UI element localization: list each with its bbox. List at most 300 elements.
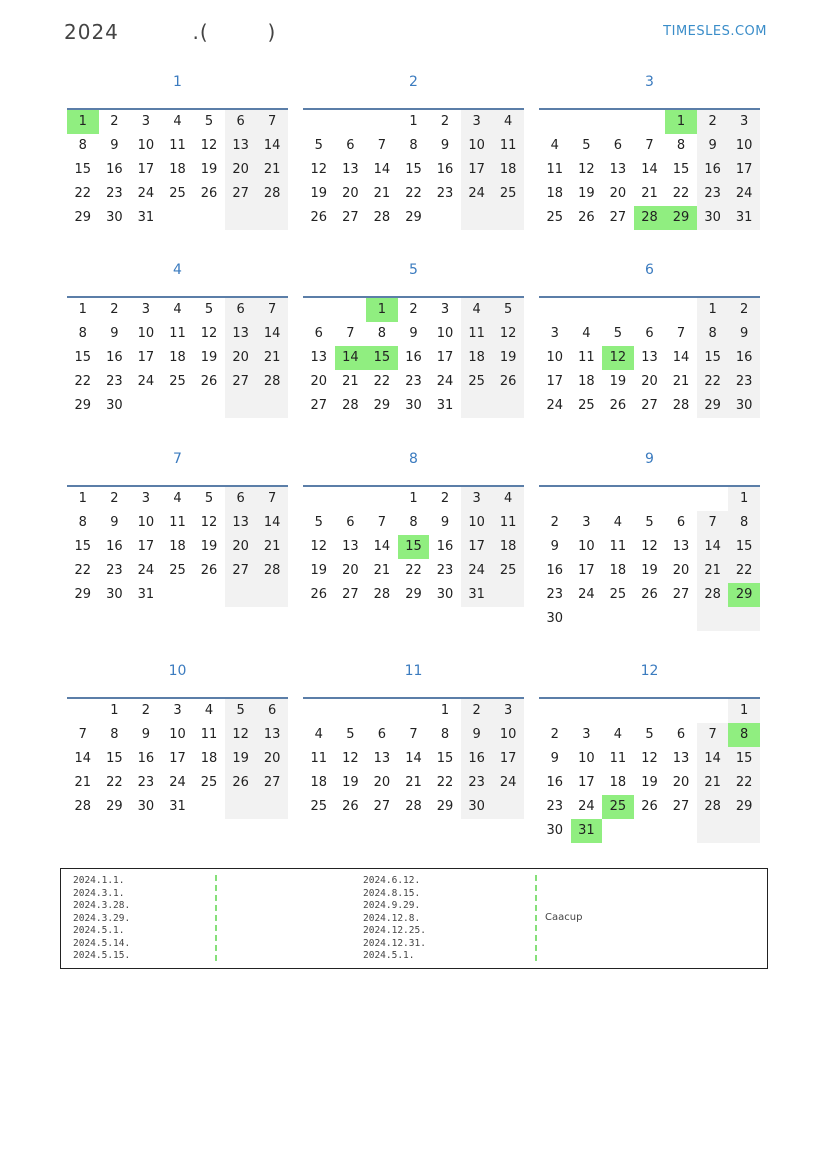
- empty-cell: [665, 819, 697, 843]
- month-grid: [539, 697, 760, 843]
- legend-date: 2024.3.1.: [73, 887, 125, 899]
- day-cell: 23: [546, 799, 564, 814]
- week-row: [303, 158, 524, 182]
- day-cell: 8: [409, 515, 418, 530]
- day-cell: 14: [256, 134, 288, 158]
- day-cell: 16: [106, 162, 123, 177]
- day-cell: 22: [74, 563, 92, 578]
- legend-date: 2024.12.31.: [363, 937, 426, 949]
- day-cell: 28: [373, 587, 391, 602]
- day-cell: 28: [405, 799, 422, 814]
- day-cell: 12: [578, 162, 595, 177]
- day-cell: 10: [137, 515, 155, 530]
- day-cell: 26: [492, 370, 524, 394]
- empty-cell: [193, 795, 225, 819]
- empty-cell: [193, 394, 225, 418]
- week-row: [303, 110, 524, 134]
- day-cell: 25: [169, 374, 186, 389]
- day-cell: 30: [405, 398, 422, 413]
- legend-left-dates: [73, 875, 130, 963]
- day-cell: 5: [204, 491, 214, 506]
- empty-cell: [303, 487, 335, 511]
- day-cell: 20: [225, 535, 257, 559]
- empty-cell: [162, 206, 194, 230]
- legend-date: 2024.3.29.: [73, 912, 131, 924]
- day-cell: 19: [200, 162, 218, 177]
- day-cell: 9: [461, 723, 493, 747]
- day-cell: 2: [110, 114, 119, 129]
- site-brand-link[interactable]: TIMESLES.COM: [663, 24, 767, 39]
- day-cell: 27: [609, 210, 627, 225]
- day-cell: 25: [169, 563, 186, 578]
- empty-cell: [634, 110, 666, 134]
- day-cell: 1: [728, 487, 760, 511]
- day-cell: 6: [314, 326, 323, 341]
- week-row: [303, 747, 524, 771]
- day-cell: 20: [672, 775, 690, 790]
- empty-cell: [665, 607, 697, 631]
- day-cell: 11: [169, 515, 186, 530]
- day-cell: 3: [173, 703, 182, 718]
- day-cell: 8: [728, 511, 760, 535]
- day-cell: 15: [74, 162, 92, 177]
- week-row: [539, 607, 760, 631]
- day-cell: 12: [310, 539, 328, 554]
- day-cell: 11: [200, 727, 218, 742]
- day-cell: 25: [578, 398, 595, 413]
- day-cell: 14: [405, 751, 422, 766]
- empty-cell: [634, 298, 666, 322]
- day-cell: 28: [697, 795, 729, 819]
- day-cell: 13: [225, 134, 257, 158]
- day-cell: 23: [546, 587, 564, 602]
- day-cell: 20: [225, 158, 257, 182]
- holiday-day-cell: 29: [728, 583, 760, 607]
- day-cell: 21: [405, 775, 422, 790]
- empty-cell: [335, 110, 367, 134]
- legend-right-dates: [363, 875, 426, 963]
- day-cell: 3: [550, 326, 559, 341]
- day-cell: 24: [546, 398, 564, 413]
- day-cell: 4: [204, 703, 214, 718]
- day-cell: 18: [578, 374, 595, 389]
- day-cell: 6: [225, 110, 257, 134]
- day-cell: 18: [200, 751, 218, 766]
- day-cell: 7: [256, 298, 288, 322]
- holiday-legend: [60, 868, 768, 969]
- holiday-day-cell: 25: [602, 795, 634, 819]
- day-cell: 2: [461, 699, 493, 723]
- empty-cell: [602, 699, 634, 723]
- day-cell: 14: [256, 322, 288, 346]
- day-cell: 11: [492, 511, 524, 535]
- day-cell: 19: [310, 186, 328, 201]
- week-row: [539, 699, 760, 723]
- week-row: [539, 206, 760, 230]
- day-cell: 23: [405, 374, 422, 389]
- empty-cell: [225, 795, 257, 819]
- legend-right-divider: [535, 875, 538, 961]
- day-cell: 31: [169, 799, 186, 814]
- empty-cell: [571, 110, 603, 134]
- day-cell: 21: [373, 563, 391, 578]
- day-cell: 4: [582, 326, 591, 341]
- empty-cell: [492, 206, 524, 230]
- empty-cell: [539, 298, 571, 322]
- day-cell: 9: [141, 727, 151, 742]
- day-cell: 18: [461, 346, 493, 370]
- holiday-day-cell: 15: [366, 346, 398, 370]
- day-cell: 21: [697, 559, 729, 583]
- day-cell: 7: [409, 727, 418, 742]
- empty-cell: [634, 819, 666, 843]
- day-cell: 29: [436, 799, 454, 814]
- empty-cell: [665, 487, 697, 511]
- empty-cell: [602, 607, 634, 631]
- day-cell: 30: [728, 394, 760, 418]
- legend-date: 2024.5.1.: [363, 950, 415, 961]
- day-cell: 24: [137, 374, 155, 389]
- day-cell: 21: [697, 771, 729, 795]
- day-cell: 24: [461, 559, 493, 583]
- day-cell: 16: [461, 747, 493, 771]
- day-cell: 27: [672, 587, 690, 602]
- day-cell: 30: [106, 587, 123, 602]
- empty-cell: [634, 487, 666, 511]
- week-row: [67, 747, 288, 771]
- week-row: [67, 771, 288, 795]
- empty-cell: [366, 487, 398, 511]
- week-row: [303, 487, 524, 511]
- legend-date: 2024.5.1.: [73, 925, 125, 936]
- day-cell: 25: [461, 370, 493, 394]
- day-cell: 2: [550, 727, 559, 742]
- day-cell: 26: [310, 587, 328, 602]
- day-cell: 30: [546, 823, 564, 838]
- week-row: [539, 158, 760, 182]
- day-cell: 7: [697, 511, 729, 535]
- week-row: [67, 511, 288, 535]
- day-cell: 24: [436, 374, 454, 389]
- day-cell: 12: [492, 322, 524, 346]
- week-row: [539, 346, 760, 370]
- empty-cell: [697, 699, 729, 723]
- week-row: [539, 747, 760, 771]
- day-cell: 9: [550, 539, 559, 554]
- month-title: 3: [645, 74, 654, 90]
- day-cell: 13: [225, 511, 257, 535]
- day-cell: 16: [546, 563, 564, 578]
- day-cell: 3: [461, 487, 493, 511]
- day-cell: 2: [440, 491, 450, 506]
- month-grid: [539, 485, 760, 631]
- day-cell: 10: [578, 751, 595, 766]
- day-cell: 10: [461, 511, 493, 535]
- day-cell: 9: [110, 138, 119, 153]
- empty-cell: [256, 206, 288, 230]
- day-cell: 24: [461, 182, 493, 206]
- week-row: [67, 134, 288, 158]
- legend-date: 2024.5.14.: [73, 937, 131, 949]
- empty-cell: [225, 394, 257, 418]
- day-cell: 1: [409, 114, 418, 129]
- day-cell: 17: [492, 747, 524, 771]
- month-title: 8: [409, 451, 418, 467]
- day-cell: 3: [728, 110, 760, 134]
- day-cell: 13: [672, 751, 690, 766]
- day-cell: 10: [578, 539, 595, 554]
- day-cell: 13: [342, 162, 359, 177]
- day-cell: 9: [110, 515, 119, 530]
- day-cell: 19: [578, 186, 595, 201]
- day-cell: 27: [373, 799, 391, 814]
- week-row: [539, 795, 760, 819]
- day-cell: 10: [137, 138, 155, 153]
- day-cell: 5: [314, 515, 323, 530]
- day-cell: 24: [728, 182, 760, 206]
- empty-cell: [602, 487, 634, 511]
- day-cell: 24: [492, 771, 524, 795]
- day-cell: 17: [137, 162, 155, 177]
- day-cell: 19: [342, 775, 359, 790]
- day-cell: 1: [440, 703, 450, 718]
- day-cell: 1: [78, 491, 87, 506]
- day-cell: 30: [546, 611, 564, 626]
- day-cell: 17: [461, 535, 493, 559]
- empty-cell: [225, 206, 257, 230]
- day-cell: 23: [137, 775, 155, 790]
- legend-date: 2024.1.1.: [73, 875, 125, 886]
- day-cell: 16: [106, 350, 123, 365]
- day-cell: 8: [78, 326, 87, 341]
- day-cell: 11: [609, 539, 627, 554]
- empty-cell: [303, 110, 335, 134]
- empty-cell: [256, 583, 288, 607]
- empty-cell: [162, 394, 194, 418]
- day-cell: 26: [225, 771, 257, 795]
- day-cell: 7: [346, 326, 355, 341]
- week-row: [67, 535, 288, 559]
- week-row: [303, 206, 524, 230]
- week-row: [303, 771, 524, 795]
- day-cell: 27: [225, 559, 257, 583]
- day-cell: 19: [492, 346, 524, 370]
- legend-date: 2024.5.15.: [73, 950, 131, 961]
- day-cell: 1: [697, 298, 729, 322]
- day-cell: 26: [200, 374, 218, 389]
- day-cell: 22: [728, 771, 760, 795]
- empty-cell: [193, 206, 225, 230]
- day-cell: 16: [405, 350, 422, 365]
- day-cell: 16: [697, 158, 729, 182]
- day-cell: 13: [310, 350, 328, 365]
- day-cell: 8: [110, 727, 119, 742]
- day-cell: 1: [728, 699, 760, 723]
- empty-cell: [429, 206, 461, 230]
- day-cell: 27: [225, 182, 257, 206]
- day-cell: 24: [169, 775, 186, 790]
- holiday-day-cell: 1: [366, 298, 398, 322]
- day-cell: 17: [169, 751, 186, 766]
- month-grid: [539, 108, 760, 230]
- day-cell: 20: [609, 186, 627, 201]
- day-cell: 22: [697, 370, 729, 394]
- week-row: [303, 559, 524, 583]
- day-cell: 12: [200, 138, 218, 153]
- week-row: [67, 723, 288, 747]
- empty-cell: [634, 699, 666, 723]
- day-cell: 8: [78, 515, 87, 530]
- day-cell: 29: [728, 795, 760, 819]
- day-cell: 6: [645, 326, 654, 341]
- day-cell: 20: [342, 186, 359, 201]
- day-cell: 27: [342, 210, 359, 225]
- week-row: [67, 394, 288, 418]
- legend-date: 2024.6.12.: [363, 875, 421, 886]
- day-cell: 3: [492, 699, 524, 723]
- day-cell: 22: [728, 559, 760, 583]
- empty-cell: [366, 110, 398, 134]
- legend-date: 2024.3.28.: [73, 900, 131, 911]
- day-cell: 17: [461, 158, 493, 182]
- day-cell: 13: [641, 350, 658, 365]
- day-cell: 25: [546, 210, 564, 225]
- day-cell: 4: [613, 727, 623, 742]
- week-row: [539, 370, 760, 394]
- day-cell: 20: [310, 374, 328, 389]
- day-cell: 28: [373, 210, 391, 225]
- month-grid: [303, 697, 524, 819]
- holiday-day-cell: 28: [634, 206, 666, 230]
- week-row: [67, 346, 288, 370]
- week-row: [303, 346, 524, 370]
- legend-date: 2024.12.8.: [363, 912, 421, 924]
- day-cell: 29: [405, 210, 422, 225]
- empty-cell: [162, 583, 194, 607]
- day-cell: 3: [582, 515, 591, 530]
- day-cell: 19: [200, 539, 218, 554]
- week-row: [539, 298, 760, 322]
- week-row: [67, 487, 288, 511]
- day-cell: 23: [697, 182, 729, 206]
- day-cell: 14: [373, 539, 391, 554]
- day-cell: 16: [106, 539, 123, 554]
- week-row: [539, 322, 760, 346]
- week-row: [67, 583, 288, 607]
- empty-cell: [665, 298, 697, 322]
- day-cell: 3: [582, 727, 591, 742]
- empty-cell: [461, 394, 493, 418]
- day-cell: 21: [256, 158, 288, 182]
- day-cell: 1: [110, 703, 119, 718]
- week-row: [303, 723, 524, 747]
- day-cell: 24: [578, 587, 595, 602]
- empty-cell: [697, 819, 729, 843]
- day-cell: 22: [436, 775, 454, 790]
- day-cell: 11: [492, 134, 524, 158]
- day-cell: 9: [728, 322, 760, 346]
- day-cell: 9: [409, 326, 418, 341]
- week-row: [303, 182, 524, 206]
- day-cell: 6: [346, 515, 355, 530]
- empty-cell: [67, 699, 99, 723]
- day-cell: 5: [492, 298, 524, 322]
- day-cell: 20: [373, 775, 391, 790]
- day-cell: 17: [578, 775, 595, 790]
- month-title: 11: [404, 663, 423, 679]
- empty-cell: [335, 298, 367, 322]
- day-cell: 1: [78, 302, 87, 317]
- week-row: [539, 487, 760, 511]
- day-cell: 10: [137, 326, 155, 341]
- day-cell: 16: [436, 539, 454, 554]
- month-grid: [67, 108, 288, 230]
- day-cell: 31: [436, 398, 454, 413]
- day-cell: 7: [697, 723, 729, 747]
- day-cell: 22: [106, 775, 123, 790]
- day-cell: 26: [641, 799, 658, 814]
- day-cell: 11: [609, 751, 627, 766]
- day-cell: 17: [436, 350, 454, 365]
- day-cell: 9: [550, 751, 559, 766]
- week-row: [303, 535, 524, 559]
- empty-cell: [697, 487, 729, 511]
- empty-cell: [728, 607, 760, 631]
- day-cell: 22: [74, 186, 92, 201]
- week-row: [539, 182, 760, 206]
- day-cell: 30: [697, 206, 729, 230]
- day-cell: 26: [342, 799, 359, 814]
- day-cell: 12: [310, 162, 328, 177]
- empty-cell: [256, 795, 288, 819]
- day-cell: 11: [578, 350, 595, 365]
- day-cell: 7: [256, 110, 288, 134]
- day-cell: 15: [728, 747, 760, 771]
- month-grid: [303, 296, 524, 418]
- month-title: 7: [173, 451, 182, 467]
- day-cell: 21: [373, 186, 391, 201]
- day-cell: 2: [550, 515, 559, 530]
- day-cell: 28: [256, 559, 288, 583]
- holiday-day-cell: 14: [335, 346, 367, 370]
- day-cell: 6: [256, 699, 288, 723]
- day-cell: 12: [225, 723, 257, 747]
- empty-cell: [602, 819, 634, 843]
- day-cell: 20: [225, 346, 257, 370]
- day-cell: 19: [310, 563, 328, 578]
- day-cell: 22: [672, 186, 690, 201]
- empty-cell: [539, 487, 571, 511]
- empty-cell: [665, 699, 697, 723]
- day-cell: 20: [342, 563, 359, 578]
- day-cell: 7: [645, 138, 654, 153]
- day-cell: 21: [672, 374, 690, 389]
- day-cell: 6: [225, 487, 257, 511]
- day-cell: 10: [461, 134, 493, 158]
- month-grid: [67, 697, 288, 819]
- week-row: [67, 110, 288, 134]
- week-row: [303, 394, 524, 418]
- day-cell: 18: [169, 539, 186, 554]
- day-cell: 8: [78, 138, 87, 153]
- day-cell: 29: [106, 799, 123, 814]
- day-cell: 19: [225, 747, 257, 771]
- day-cell: 8: [697, 322, 729, 346]
- day-cell: 21: [342, 374, 359, 389]
- day-cell: 31: [461, 583, 493, 607]
- holiday-day-cell: 12: [602, 346, 634, 370]
- week-row: [539, 134, 760, 158]
